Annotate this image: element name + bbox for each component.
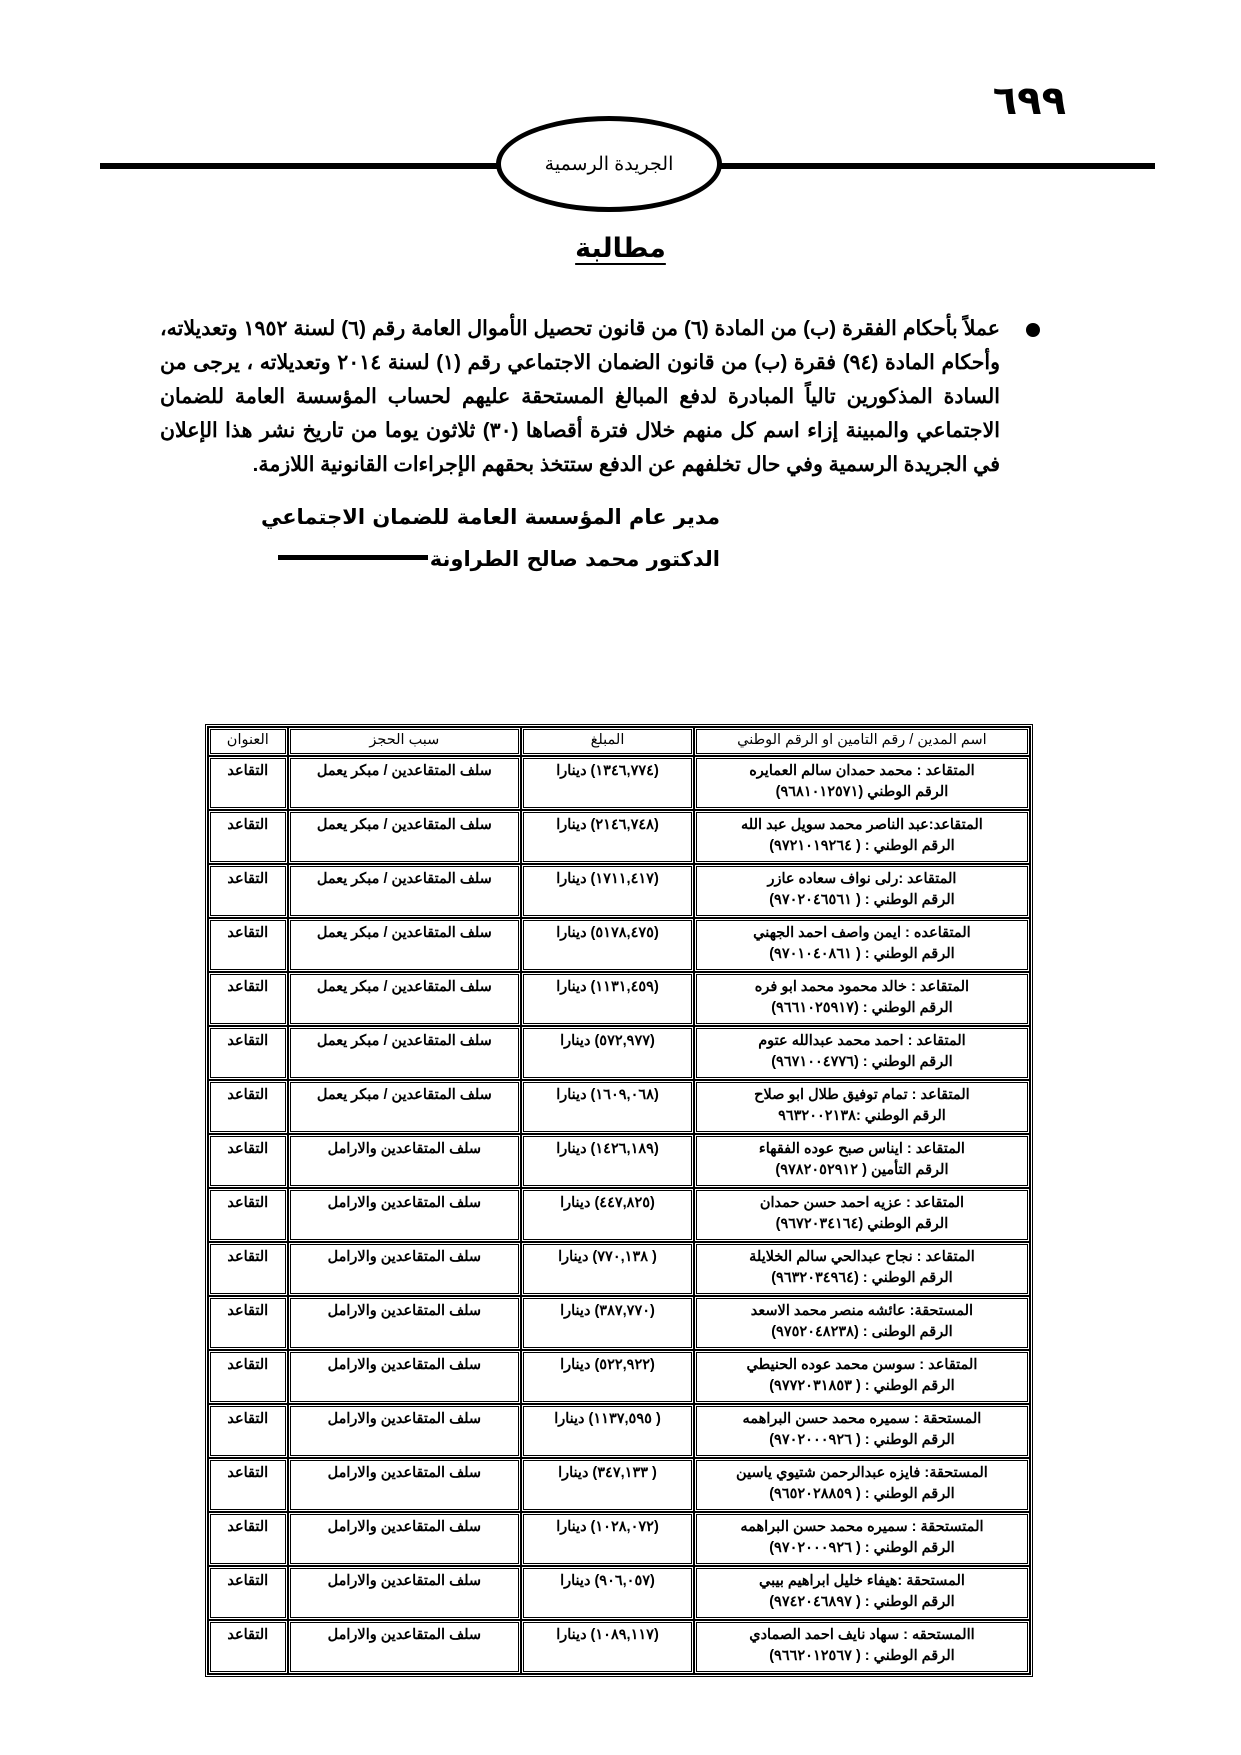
notice-row	[160, 312, 1040, 482]
address-cell: التقاعد	[208, 1350, 288, 1404]
debtor-national-id: الرقم الوطني (٩٦٨١٠١٢٥٧١)	[775, 784, 949, 800]
table-row	[208, 1566, 1030, 1620]
debtor-national-id: الرقم الوطني : (٩٦٦١٠٢٥٩١٧)	[771, 1000, 953, 1016]
reason-cell: سلف المتقاعدين والارامل	[288, 1620, 522, 1674]
table-row	[208, 1026, 1030, 1080]
debtor-cell	[694, 972, 1030, 1026]
address-cell: التقاعد	[208, 1566, 288, 1620]
debtor-national-id: الرقم الوطنى : (٩٧٥٢٠٤٨٢٣٨)	[771, 1324, 953, 1340]
gazette-name: الجريدة الرسمية	[544, 153, 674, 175]
claims-table	[205, 724, 1033, 1677]
amount-cell: (١٤٢٦,١٨٩) دينارا	[521, 1134, 694, 1188]
amount-cell: (٥٢٢,٩٢٢) دينارا	[521, 1350, 694, 1404]
table-row	[208, 1080, 1030, 1134]
address-cell: التقاعد	[208, 1404, 288, 1458]
debtor-name: المتقاعد : احمد محمد عبدالله عتوم	[758, 1033, 966, 1049]
signature-block	[200, 502, 720, 574]
amount-cell: (٩٠٦,٠٥٧) دينارا	[521, 1566, 694, 1620]
amount-cell: ( ٧٧٠,١٣٨) دينارا	[521, 1242, 694, 1296]
debtor-national-id: الرقم الوطني : ( ٩٧٢١٠١٩٢٦٤)	[769, 838, 955, 854]
address-cell: التقاعد	[208, 918, 288, 972]
debtor-cell	[694, 1512, 1030, 1566]
header-reason: سبب الحجز	[288, 727, 522, 756]
signatory-name: الدكتور محمد صالح الطراونة	[429, 547, 720, 571]
debtor-name: المستحقة : سميره محمد حسن البراهمه	[742, 1411, 982, 1427]
debtor-name: المتقاعد : سوسن محمد عوده الحنيطي	[746, 1357, 978, 1373]
debtor-national-id: الرقم الوطني : ( ٩٧٠١٠٤٠٨٦١)	[769, 946, 955, 962]
debtor-cell	[694, 1620, 1030, 1674]
debtor-name: االمستحقه : سهاد نايف احمد الصمادي	[749, 1627, 975, 1643]
claims-table-body	[208, 756, 1030, 1674]
reason-cell: سلف المتقاعدين / مبكر يعمل	[288, 864, 522, 918]
debtor-national-id: الرقم الوطني : (٩٦٣٢٠٣٤٩٦٤)	[771, 1270, 953, 1286]
address-cell: التقاعد	[208, 756, 288, 810]
reason-cell: سلف المتقاعدين والارامل	[288, 1512, 522, 1566]
debtor-cell	[694, 864, 1030, 918]
address-cell: التقاعد	[208, 864, 288, 918]
debtor-name: المستحقة: عائشه منصر محمد الاسعد	[750, 1303, 974, 1319]
debtor-national-id: الرقم الوطني : (٩٦٧١٠٠٤٧٧٦)	[771, 1054, 953, 1070]
document-title: مطالبة	[575, 233, 666, 264]
header-name: اسم المدين / رقم التامين او الرقم الوطني	[694, 727, 1030, 756]
debtor-national-id: الرقم الوطني : ( ٩٧٠٢٠٠٠٩٢٦)	[769, 1540, 955, 1556]
bullet-icon	[1026, 323, 1040, 337]
debtor-national-id: الرقم الوطني (٩٦٧٢٠٣٤١٦٤)	[775, 1216, 949, 1232]
debtor-cell	[694, 1296, 1030, 1350]
reason-cell: سلف المتقاعدين / مبكر يعمل	[288, 918, 522, 972]
debtor-cell	[694, 918, 1030, 972]
debtor-national-id: الرقم الوطني :٩٦٣٢٠٠٢١٣٨	[778, 1108, 946, 1124]
amount-cell: (١٧١١,٤١٧) دينارا	[521, 864, 694, 918]
address-cell: التقاعد	[208, 1134, 288, 1188]
reason-cell: سلف المتقاعدين / مبكر يعمل	[288, 1080, 522, 1134]
debtor-name: المتقاعد :رلى نواف سعاده عازر	[767, 871, 957, 887]
address-cell: التقاعد	[208, 1026, 288, 1080]
debtor-cell	[694, 1566, 1030, 1620]
table-row	[208, 1134, 1030, 1188]
reason-cell: سلف المتقاعدين والارامل	[288, 1296, 522, 1350]
reason-cell: سلف المتقاعدين والارامل	[288, 1188, 522, 1242]
debtor-name: المتستحقة : سميره محمد حسن البراهمه	[740, 1519, 984, 1535]
debtor-cell	[694, 756, 1030, 810]
reason-cell: سلف المتقاعدين والارامل	[288, 1134, 522, 1188]
address-cell: التقاعد	[208, 972, 288, 1026]
reason-cell: سلف المتقاعدين / مبكر يعمل	[288, 1026, 522, 1080]
reason-cell: سلف المتقاعدين / مبكر يعمل	[288, 756, 522, 810]
amount-cell: (٢١٤٦,٧٤٨) دينارا	[521, 810, 694, 864]
gazette-header-oval	[496, 116, 722, 212]
table-row	[208, 1188, 1030, 1242]
debtor-cell	[694, 1458, 1030, 1512]
address-cell: التقاعد	[208, 1080, 288, 1134]
amount-cell: ( ١١٣٧,٥٩٥) دينارا	[521, 1404, 694, 1458]
amount-cell: (١٠٢٨,٠٧٢) دينارا	[521, 1512, 694, 1566]
debtor-name: المتقاعد : ايناس صبح عوده الفقهاء	[758, 1141, 965, 1157]
reason-cell: سلف المتقاعدين والارامل	[288, 1566, 522, 1620]
header-address: العنوان	[208, 727, 288, 756]
debtor-cell	[694, 1080, 1030, 1134]
debtor-cell	[694, 1242, 1030, 1296]
debtor-national-id: الرقم التأمين ( ٩٧٨٢٠٥٢٩١٢)	[775, 1162, 949, 1178]
debtor-cell	[694, 1026, 1030, 1080]
address-cell: التقاعد	[208, 1512, 288, 1566]
debtor-name: المتقاعد : خالد محمود محمد ابو فره	[754, 979, 970, 995]
address-cell: التقاعد	[208, 1242, 288, 1296]
table-row	[208, 1350, 1030, 1404]
table-row	[208, 1620, 1030, 1674]
table-header-row	[208, 727, 1030, 756]
amount-cell: (٣٨٧,٧٧٠) دينارا	[521, 1296, 694, 1350]
debtor-cell	[694, 1404, 1030, 1458]
debtor-name: المتقاعد : محمد حمدان سالم العمايره	[749, 763, 975, 779]
debtor-cell	[694, 1350, 1030, 1404]
debtor-national-id: الرقم الوطني : ( ٩٦٥٢٠٢٨٨٥٩)	[769, 1486, 955, 1502]
table-row	[208, 1512, 1030, 1566]
address-cell: التقاعد	[208, 1620, 288, 1674]
amount-cell: (١٣٤٦,٧٧٤) دينارا	[521, 756, 694, 810]
signature-flourish	[278, 555, 428, 560]
debtor-name: المتقاعد:عبد الناصر محمد سويل عبد الله	[741, 817, 983, 833]
table-row	[208, 864, 1030, 918]
header-amount: المبلغ	[521, 727, 694, 756]
reason-cell: سلف المتقاعدين / مبكر يعمل	[288, 972, 522, 1026]
debtor-cell	[694, 1188, 1030, 1242]
amount-cell: (١٦٠٩,٠٦٨) دينارا	[521, 1080, 694, 1134]
table-row	[208, 756, 1030, 810]
amount-cell: (٤٤٧,٨٢٥) دينارا	[521, 1188, 694, 1242]
amount-cell: (٥٧٢,٩٧٧) دينارا	[521, 1026, 694, 1080]
address-cell: التقاعد	[208, 1188, 288, 1242]
address-cell: التقاعد	[208, 810, 288, 864]
reason-cell: سلف المتقاعدين والارامل	[288, 1242, 522, 1296]
table-row	[208, 918, 1030, 972]
table-row	[208, 1458, 1030, 1512]
signatory-title: مدير عام المؤسسة العامة للضمان الاجتماعي	[260, 505, 720, 529]
table-row	[208, 1296, 1030, 1350]
table-row	[208, 810, 1030, 864]
debtor-national-id: الرقم الوطني : ( ٩٧٠٢٠٤٦٥٦١)	[769, 892, 955, 908]
table-row	[208, 1404, 1030, 1458]
reason-cell: سلف المتقاعدين والارامل	[288, 1404, 522, 1458]
notice-block	[160, 312, 1040, 574]
debtor-name: المتقاعد : نجاح عبدالحي سالم الخلايلة	[749, 1249, 975, 1265]
amount-cell: (١٠٨٩,١١٧) دينارا	[521, 1620, 694, 1674]
debtor-cell	[694, 810, 1030, 864]
table-row	[208, 1242, 1030, 1296]
address-cell: التقاعد	[208, 1458, 288, 1512]
debtor-name: المتقاعده : ايمن واصف احمد الجهني	[753, 925, 971, 941]
reason-cell: سلف المتقاعدين والارامل	[288, 1350, 522, 1404]
reason-cell: سلف المتقاعدين / مبكر يعمل	[288, 810, 522, 864]
debtor-national-id: الرقم الوطني : ( ٩٧٤٢٠٤٦٨٩٧)	[769, 1594, 955, 1610]
amount-cell: (٥١٧٨,٤٧٥) دينارا	[521, 918, 694, 972]
debtor-name: المتقاعد : تمام توفيق طلال ابو صلاح	[754, 1087, 970, 1103]
page-number: ٦٩٩	[992, 78, 1066, 124]
debtor-name: المستحقة :هيفاء خليل ابراهيم بيبي	[758, 1573, 965, 1589]
signatory-name-line	[200, 544, 720, 574]
debtor-name: المتقاعد : عزيه احمد حسن حمدان	[759, 1195, 965, 1211]
debtor-cell	[694, 1134, 1030, 1188]
amount-cell: (١١٣١,٤٥٩) دينارا	[521, 972, 694, 1026]
address-cell: التقاعد	[208, 1296, 288, 1350]
reason-cell: سلف المتقاعدين والارامل	[288, 1458, 522, 1512]
debtor-national-id: الرقم الوطني : ( ٩٧٠٢٠٠٠٩٢٦)	[769, 1432, 955, 1448]
table-row	[208, 972, 1030, 1026]
amount-cell: ( ٣٤٧,١٣٣) دينارا	[521, 1458, 694, 1512]
debtor-national-id: الرقم الوطني : ( ٩٦٦٢٠١٢٥٦٧)	[769, 1648, 955, 1664]
debtor-national-id: الرقم الوطني : ( ٩٧٧٢٠٣١٨٥٣)	[769, 1378, 955, 1394]
notice-body: عملاً بأحكام الفقرة (ب) من المادة (٦) من قانون تحصيل الأموال العامة رقم (٦) لسنة ١٩٥٢ وتعديلاته، وأحكام المادة (٩٤) فقرة (ب) من قانون الضمان الاجتماعي رقم (١) لسنة ٢٠١٤ وتعديلاته ، يرجى من السادة المذكورين تالياً المبادرة لدفع المبالغ المستحقة عليهم لحساب المؤسسة العامة للضمان الاجتماعي والمبينة إزاء اسم كل منهم خلال فترة أقصاها (٣٠) ثلاثون يوما من تاريخ نشر هذا الإعلان في الجريدة الرسمية وفي حال تخلفهم عن الدفع ستتخذ بحقهم الإجراءات القانونية اللازمة.	[160, 317, 1001, 476]
debtor-name: المستحقة: فايزه عبدالرحمن شتيوي ياسين	[736, 1465, 988, 1481]
